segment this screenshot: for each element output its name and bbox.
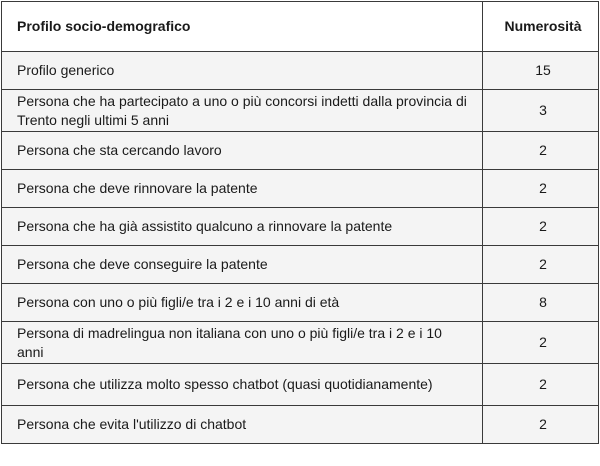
count-cell: 2 xyxy=(483,132,599,170)
count-cell: 2 xyxy=(483,208,599,246)
count-cell: 2 xyxy=(483,364,599,406)
profile-cell: Persona di madrelingua non italiana con uno o più figli/e tra i 2 e i 10 anni xyxy=(2,322,483,364)
profile-cell: Persona che evita l'utilizzo di chatbot xyxy=(2,406,483,444)
profile-table xyxy=(1,1,599,444)
table-row xyxy=(2,52,599,90)
table-row xyxy=(2,90,599,132)
table-row xyxy=(2,322,599,364)
profile-cell: Persona con uno o più figli/e tra i 2 e i 10 anni di età xyxy=(2,284,483,322)
profile-cell: Persona che utilizza molto spesso chatbot (quasi quotidianamente) xyxy=(2,364,483,406)
table-row xyxy=(2,208,599,246)
table-row xyxy=(2,364,599,406)
table-row xyxy=(2,406,599,444)
count-cell: 2 xyxy=(483,322,599,364)
table-row xyxy=(2,132,599,170)
profile-cell: Persona che deve rinnovare la patente xyxy=(2,170,483,208)
profile-cell: Persona che sta cercando lavoro xyxy=(2,132,483,170)
table-row xyxy=(2,246,599,284)
profile-cell: Persona che ha già assistito qualcuno a rinnovare la patente xyxy=(2,208,483,246)
count-cell: 2 xyxy=(483,246,599,284)
profile-cell: Profilo generico xyxy=(2,52,483,90)
count-cell: 15 xyxy=(483,52,599,90)
count-cell: 2 xyxy=(483,170,599,208)
table-row xyxy=(2,170,599,208)
profile-cell: Persona che deve conseguire la patente xyxy=(2,246,483,284)
count-cell: 3 xyxy=(483,90,599,132)
count-cell: 8 xyxy=(483,284,599,322)
profile-cell: Persona che ha partecipato a uno o più concorsi indetti dalla provincia di Trento negli ultimi 5 anni xyxy=(2,90,483,132)
table-row xyxy=(2,284,599,322)
table-header-row xyxy=(2,2,599,52)
header-count: Numerosità xyxy=(483,2,599,52)
count-cell: 2 xyxy=(483,406,599,444)
header-profile: Profilo socio-demografico xyxy=(2,2,483,52)
